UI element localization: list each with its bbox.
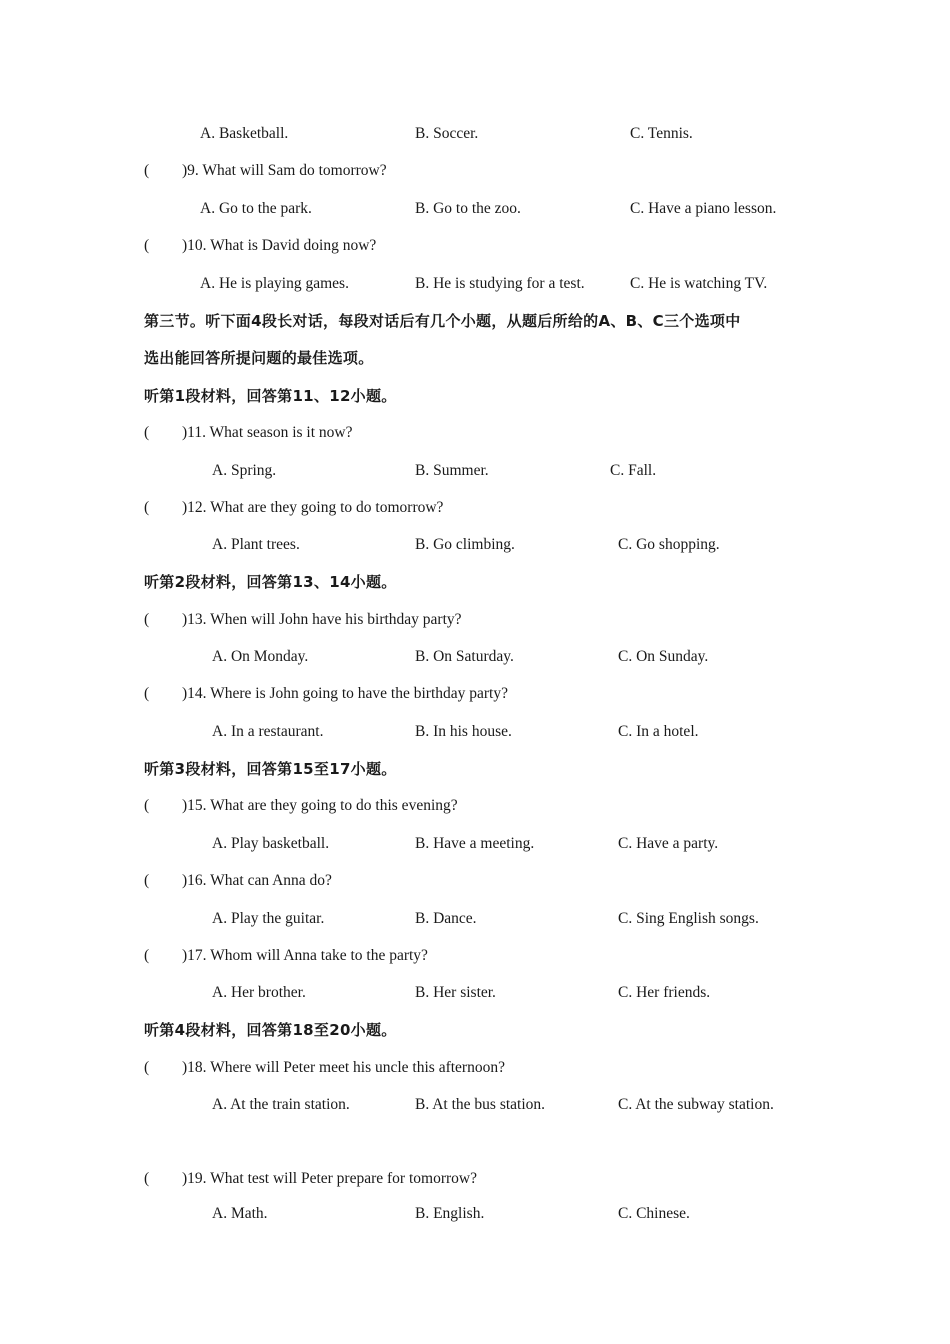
option-b: B. Soccer. (415, 125, 479, 142)
option-b: B. Dance. (415, 910, 477, 927)
option-a: A. Play the guitar. (212, 910, 325, 927)
option-a: A. Play basketball. (212, 835, 330, 852)
answer-blank[interactable]: ( (144, 947, 150, 964)
option-b: B. In his house. (415, 723, 512, 740)
option-c: C. Have a piano lesson. (630, 200, 777, 217)
option-a: A. Her brother. (212, 984, 306, 1001)
option-a: A. He is playing games. (200, 275, 349, 292)
option-c: C. Chinese. (618, 1205, 690, 1222)
option-c: C. He is watching TV. (630, 275, 768, 292)
option-c: C. In a hotel. (618, 723, 699, 740)
question-text: )9. What will Sam do tomorrow? (182, 162, 387, 179)
option-b: B. He is studying for a test. (415, 275, 585, 292)
option-b: B. Her sister. (415, 984, 496, 1001)
option-a: A. In a restaurant. (212, 723, 324, 740)
question-text: )15. What are they going to do this evening? (182, 797, 458, 814)
question-11 (144, 423, 352, 443)
option-c: C. Have a party. (618, 835, 719, 852)
option-c: C. Her friends. (618, 984, 711, 1001)
option-c: C. At the subway station. (618, 1096, 774, 1113)
material-heading: 听第2段材料，回答第13、14小题。 (144, 573, 397, 591)
question-15 (144, 796, 458, 816)
option-a: A. Plant trees. (212, 536, 300, 553)
option-c: C. Sing English songs. (618, 910, 759, 927)
option-b: B. Go climbing. (415, 536, 515, 553)
answer-blank[interactable]: ( (144, 872, 150, 889)
question-text: )14. Where is John going to have the birthday party? (182, 685, 508, 702)
answer-blank[interactable]: ( (144, 499, 150, 516)
question-text: )11. What season is it now? (182, 424, 353, 441)
question-13 (144, 610, 462, 630)
option-b: B. Summer. (415, 462, 489, 479)
question-19 (144, 1169, 477, 1189)
section-instruction: 选出能回答所提问题的最佳选项。 (144, 349, 374, 367)
question-16 (144, 871, 332, 891)
material-heading: 听第3段材料，回答第15至17小题。 (144, 760, 397, 778)
option-b: B. At the bus station. (415, 1096, 546, 1113)
question-14 (144, 684, 508, 704)
question-12 (144, 498, 443, 518)
option-b: B. Go to the zoo. (415, 200, 521, 217)
option-a: A. Spring. (212, 462, 277, 479)
question-text: )12. What are they going to do tomorrow? (182, 499, 444, 516)
option-a: A. On Monday. (212, 648, 309, 665)
question-text: )18. Where will Peter meet his uncle this afternoon? (182, 1059, 505, 1076)
answer-blank[interactable]: ( (144, 1170, 150, 1187)
answer-blank[interactable]: ( (144, 685, 150, 702)
option-c: C. On Sunday. (618, 648, 709, 665)
option-c: C. Fall. (610, 462, 657, 479)
material-heading: 听第4段材料，回答第18至20小题。 (144, 1021, 397, 1039)
option-c: C. Tennis. (630, 125, 693, 142)
question-9 (144, 161, 387, 181)
answer-blank[interactable]: ( (144, 611, 150, 628)
option-a: A. Basketball. (200, 125, 289, 142)
answer-blank[interactable]: ( (144, 1059, 150, 1076)
question-10 (144, 236, 376, 256)
option-b: B. Have a meeting. (415, 835, 535, 852)
material-heading: 听第1段材料，回答第11、12小题。 (144, 387, 397, 405)
option-a: A. At the train station. (212, 1096, 350, 1113)
option-b: B. English. (415, 1205, 485, 1222)
section-instruction: 第三节。听下面4段长对话，每段对话后有几个小题，从题后所给的A、B、C三个选项中 (144, 312, 741, 330)
answer-blank[interactable]: ( (144, 797, 150, 814)
answer-blank[interactable]: ( (144, 237, 150, 254)
option-a: A. Math. (212, 1205, 268, 1222)
question-18 (144, 1058, 505, 1078)
option-a: A. Go to the park. (200, 200, 312, 217)
question-17 (144, 946, 428, 966)
question-text: )10. What is David doing now? (182, 237, 377, 254)
answer-blank[interactable]: ( (144, 424, 150, 441)
option-b: B. On Saturday. (415, 648, 514, 665)
answer-blank[interactable]: ( (144, 162, 150, 179)
question-text: )16. What can Anna do? (182, 872, 332, 889)
question-text: )17. Whom will Anna take to the party? (182, 947, 428, 964)
question-text: )13. When will John have his birthday party? (182, 611, 462, 628)
option-c: C. Go shopping. (618, 536, 720, 553)
question-text: )19. What test will Peter prepare for tomorrow? (182, 1170, 477, 1187)
